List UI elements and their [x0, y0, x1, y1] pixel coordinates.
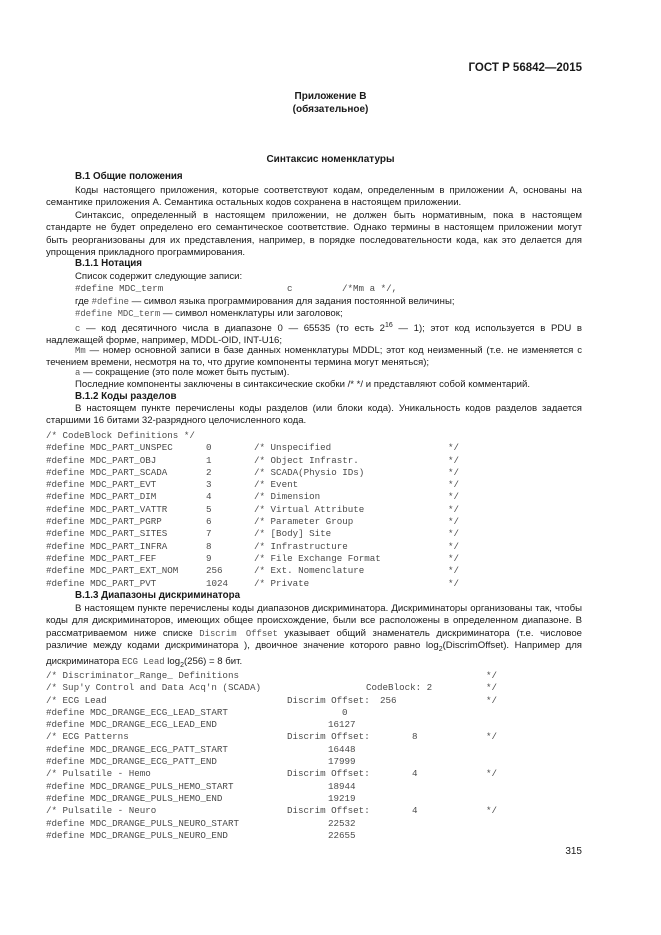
code-text: #define MDC_DRANGE_ECG_PATT_START — [46, 743, 228, 755]
code-comment: /* Object Infrastr. — [254, 454, 359, 466]
code-comment: /* Infrastructure — [254, 540, 348, 552]
code-value: 8 — [412, 731, 418, 743]
code-comment-end: */ — [486, 694, 498, 706]
code-value: 17999 — [328, 756, 356, 768]
code-line — [46, 565, 586, 577]
code-line — [46, 818, 586, 830]
code-define: #define MDC_PART_DIM — [46, 491, 157, 503]
code-value: 1024 — [206, 577, 229, 589]
code-line — [46, 670, 586, 682]
code-define: #define MDC_PART_SITES — [46, 528, 168, 540]
code-line — [46, 805, 586, 817]
code-value: 4 — [412, 768, 418, 780]
code-define: #define MDC_PART_EXT_NOM — [46, 565, 179, 577]
code-text: /* Pulsatile - Neuro — [46, 805, 157, 817]
code-comment: /* Parameter Group — [254, 516, 354, 528]
code-discrim-label: Discrim Offset: — [287, 805, 370, 817]
notation-define-desc: где #define — символ языка программирования для задания постоянной величины; — [75, 296, 455, 307]
code-comment: /* File Exchange Format — [254, 552, 381, 564]
code-comment-end: */ — [448, 528, 460, 540]
code-define: #define MDC_PART_INFRA — [46, 540, 168, 552]
code-discrim-label: Discrim Offset: — [287, 694, 370, 706]
code-value: 0 — [206, 442, 212, 454]
code-comment-end: */ — [448, 552, 460, 564]
inline-code: ECG Lead — [121, 657, 165, 668]
notation-a-desc: a — сокращение (это поле может быть пустым). — [75, 367, 290, 378]
heading-b13: В.1.3 Диапазоны дискриминатора — [75, 590, 241, 601]
b12-paragraph: В настоящем пункте перечислены коды разделов (или блоки кода). Уникальность кодов разделов задается старшими 16 битами 32-разрядного целочисленного кода. — [46, 403, 582, 427]
code-text: /* ECG Lead — [46, 694, 107, 706]
code-line — [46, 707, 586, 719]
code-comment: /* Virtual Attribute — [254, 503, 365, 515]
code-text: #define MDC_DRANGE_PULS_NEURO_START — [46, 817, 239, 829]
b11-intro: Список содержит следующие записи: — [75, 271, 243, 282]
code-value: 8 — [206, 540, 212, 552]
code-comment-end: */ — [486, 682, 498, 694]
code-discrim-label: Discrim Offset: — [287, 768, 370, 780]
code-line — [46, 695, 586, 707]
notation-define: #define MDC_term — [75, 283, 164, 294]
inline-code: #define MDC_term — [75, 309, 161, 319]
code-comment-end: */ — [448, 516, 460, 528]
code-text: /* Sup'y Control and Data Acq'n (SCADA) — [46, 682, 262, 694]
code-comment-end: */ — [448, 479, 460, 491]
b1-paragraph-2: Синтаксис, определенный в настоящем приложении, не должен быть нормативным, пока в настоящем стандарте не будет определено его семантическое соответствие. Однако термины в настоящем приложении могут быть реорганизованы для их представления, например, в порядке последовательности кода, как это делается для упрощения прикладного программирования. — [46, 210, 582, 258]
code-comment-end: */ — [448, 503, 460, 515]
code-line — [46, 830, 586, 842]
standard-number: ГОСТ Р 56842—2015 — [468, 62, 582, 74]
notation-c: c — [287, 283, 293, 294]
code-value: 5 — [206, 503, 212, 515]
code-value: 6 — [206, 516, 212, 528]
codeblock-definitions — [46, 430, 586, 590]
code-line — [46, 578, 586, 590]
code-comment: /* Private — [254, 577, 310, 589]
section-title: Синтаксис номенклатуры — [266, 154, 395, 165]
code-text: #define MDC_DRANGE_ECG_PATT_END — [46, 756, 217, 768]
code-line — [46, 455, 586, 467]
notation-comment: /*Mm a */, — [342, 283, 398, 294]
code-define: #define MDC_PART_PVT — [46, 577, 157, 589]
appendix-status: (обязательное) — [292, 104, 369, 115]
code-define: #define MDC_PART_SCADA — [46, 466, 168, 478]
code-line — [46, 756, 586, 768]
b13-paragraph: В настоящем пункте перечислены коды диапазонов дискриминатора. Дискриминаторы организованы так, чтобы коды для дискриминаторов, имеющих общее происхождение, были все расположены в определенном диапазоне. В рассматриваемом ниже списке Discrim Offset указывает общий знаменатель дискриминатора (т.е. числовое различие между кодами дискриминатора ), двоичное значение которого равно $\log_2(DiscrimOffset)$. Например для дискриминатора ECG Lead $\log_2(256) = 8$ бит. — [46, 603, 583, 669]
code-comment-end: */ — [448, 565, 460, 577]
code-comment-end: */ — [448, 466, 460, 478]
notation-code-line — [46, 283, 586, 295]
code-comment-end: */ — [448, 442, 460, 454]
heading-b1: В.1 Общие положения — [75, 171, 183, 182]
discriminator-ranges — [46, 670, 586, 842]
code-value: 9 — [206, 552, 212, 564]
code-define: #define MDC_PART_OBJ — [46, 454, 157, 466]
code-line — [46, 541, 586, 553]
code-value: 19219 — [328, 792, 356, 804]
notation-comment-desc: Последние компоненты заключены в синтаксические скобки /* */ и представляют собой комментарий. — [75, 379, 531, 390]
code-line — [46, 793, 586, 805]
code-discrim-label: Discrim Offset: — [287, 731, 370, 743]
code-value: 3 — [206, 479, 212, 491]
code-value: 1 — [206, 454, 212, 466]
code-value: 22532 — [328, 817, 356, 829]
code-value: 2 — [206, 466, 212, 478]
code-comment: /* Ext. Nomenclature — [254, 565, 365, 577]
code-text: #define MDC_DRANGE_PULS_HEMO_START — [46, 780, 234, 792]
code-text: #define MDC_DRANGE_PULS_HEMO_END — [46, 792, 223, 804]
appendix-title: Приложение В — [294, 91, 367, 102]
code-comment: /* Event — [254, 479, 299, 491]
code-line — [46, 467, 586, 479]
inline-code: c — [75, 324, 81, 335]
code-define: #define MDC_PART_PGRP — [46, 516, 162, 528]
code-line — [46, 504, 586, 516]
notation-mm-desc: Mm — номер основной записи в базе данных номенклатуры MDDL; этот код неизменный (т.е. не изменяется с течением времени, несмотря на то, что другие компоненты термина могут меняться); — [46, 345, 582, 369]
code-comment-end: */ — [448, 454, 460, 466]
code-comment-end: */ — [448, 491, 460, 503]
code-comment-end: */ — [486, 670, 498, 681]
code-value: 7 — [206, 528, 212, 540]
code-comment: /* Unspecified — [254, 442, 332, 454]
b1-paragraph-1: Коды настоящего приложения, которые соответствуют кодам, определенным в приложении А, основаны на семантике приложения А. Семантика остальных кодов сохранена в настоящем приложении. — [46, 185, 582, 209]
code-comment-end: */ — [486, 768, 498, 780]
code-line — [46, 781, 586, 793]
code-comment: /* [Body] Site — [254, 528, 332, 540]
code-comment-end: */ — [448, 577, 460, 589]
code-value: 4 — [412, 805, 418, 817]
code-comment-end: */ — [486, 731, 498, 743]
code-text: #define MDC_DRANGE_PULS_NEURO_END — [46, 829, 228, 841]
code-line — [46, 682, 586, 694]
inline-code: Mm — [75, 346, 86, 356]
code-define: #define MDC_PART_EVT — [46, 479, 157, 491]
code-value: 16448 — [328, 743, 356, 755]
code-value: 18944 — [328, 780, 356, 792]
code-line — [46, 479, 586, 491]
code-comment: /* SCADA(Physio IDs) — [254, 466, 365, 478]
code-define: #define MDC_PART_UNSPEC — [46, 442, 173, 454]
code-value: 256 — [206, 565, 223, 577]
code-line — [46, 528, 586, 540]
code-value: 16127 — [328, 719, 356, 731]
code-line — [46, 491, 586, 503]
page-number: 315 — [565, 846, 582, 857]
code-define: #define MDC_PART_VATTR — [46, 503, 168, 515]
notation-code-desc: c — код десятичного числа в диапазоне 0 — 65535 (то есть $2^{16}$ — 1); этот код используется в PDU в надлежащей форме, например, MDDL-OID, INT-U16; — [46, 322, 582, 347]
code-value: 256 — [380, 694, 397, 706]
code-text: /* Pulsatile - Hemo — [46, 768, 151, 780]
code-value: 4 — [206, 491, 212, 503]
inline-code: Discrim Offset — [199, 628, 278, 639]
code-line — [46, 744, 586, 756]
code-comment: /* Dimension — [254, 491, 321, 503]
inline-code: #define — [91, 297, 129, 307]
code-comment-end: */ — [448, 540, 460, 552]
code-value: 0 — [342, 706, 348, 718]
heading-b12: В.1.2 Коды разделов — [75, 391, 177, 402]
code-comment-end: */ — [486, 805, 498, 817]
code-value: CodeBlock: 2 — [366, 682, 433, 694]
code-text: #define MDC_DRANGE_ECG_LEAD_START — [46, 706, 228, 718]
code-text: /* Discriminator_Range_ Definitions — [46, 670, 239, 681]
code-line — [46, 516, 586, 528]
inline-code: a — [75, 368, 81, 378]
code-text: #define MDC_DRANGE_ECG_LEAD_END — [46, 719, 217, 731]
code-define: #define MDC_PART_FEF — [46, 552, 157, 564]
code-line — [46, 553, 586, 565]
code-line — [46, 768, 586, 780]
heading-b11: В.1.1 Нотация — [75, 258, 142, 269]
code-comment-header: /* CodeBlock Definitions */ — [46, 430, 195, 441]
code-value: 22655 — [328, 829, 356, 841]
notation-term-desc: #define MDC_term — символ номенклатуры или заголовок; — [46, 308, 582, 320]
code-line — [46, 731, 586, 743]
code-text: /* ECG Patterns — [46, 731, 129, 743]
code-line — [46, 719, 586, 731]
code-line — [46, 442, 586, 454]
